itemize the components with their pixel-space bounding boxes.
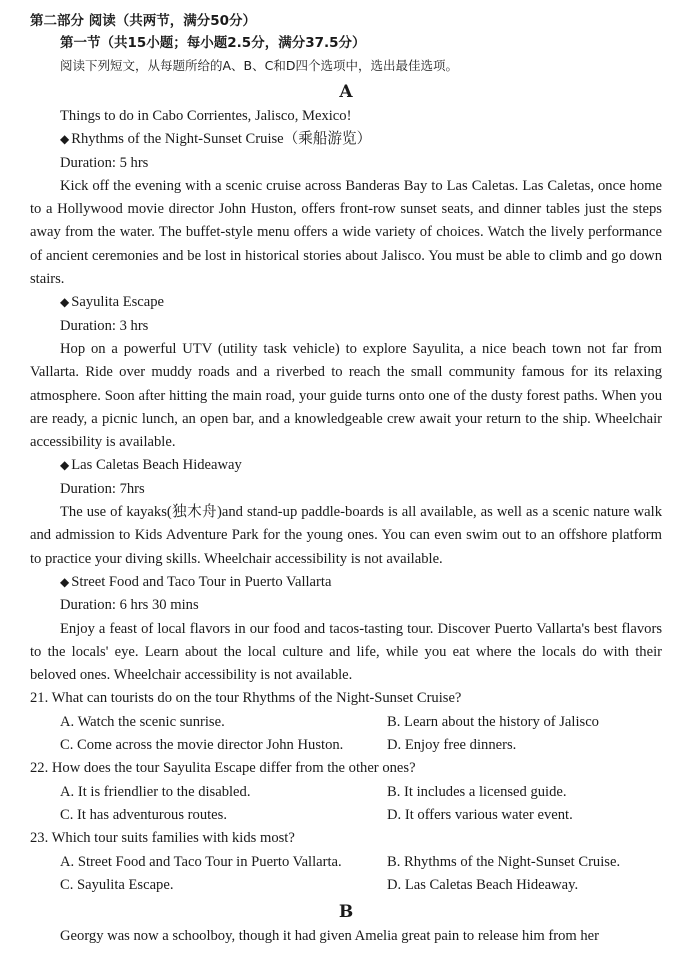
question-stem: 23. Which tour suits families with kids most? [30, 830, 295, 847]
question-options [30, 851, 662, 898]
question-options [30, 781, 662, 828]
passage-a-intro: Things to do in Cabo Corrientes, Jalisco, Mexico! [60, 108, 352, 124]
diamond-bullet-icon: ◆ [60, 574, 70, 589]
tour-name: ◆ Street Food and Taco Tour in Puerto Vallarta [60, 573, 332, 590]
instructions: 阅读下列短文，从每题所给的A、B、C和D四个选项中，选出最佳选项。 [60, 58, 458, 73]
option-c: C. It has adventurous routes. [60, 806, 227, 823]
section-title: 第一节（共15小题；每小题2.5分，满分37.5分） [60, 35, 366, 51]
passage-a-letter: A [339, 82, 353, 102]
part-title: 第二部分 阅读（共两节，满分50分） [30, 13, 256, 29]
tour-description: The use of kayaks(独木舟)and stand-up paddle-boards is all available, as well as a scenic nature walk and admission to Kids Adventure Park for the young ones. You can even swim out to an offshore platform to practice your diving skills. Wheelchair accessibility is not available. [30, 504, 662, 567]
tour-name: ◆ Las Caletas Beach Hideaway [60, 457, 242, 474]
tour-description: Enjoy a feast of local flavors in our food and tacos-tasting tour. Discover Puerto Vallarta's best flavors to the locals' eye. Learn about the local culture and life, while you eat where the locals do with their beloved ones. Wheelchair accessibility is not available. [30, 620, 662, 684]
diamond-bullet-icon: ◆ [60, 295, 70, 310]
option-b: B. Learn about the history of Jalisco [387, 713, 599, 730]
question-stem: 21. What can tourists do on the tour Rhythms of the Night-Sunset Cruise? [30, 690, 462, 707]
question-options [30, 711, 662, 758]
option-a: A. Street Food and Taco Tour in Puerto Vallarta. [60, 853, 342, 870]
option-a: A. Watch the scenic sunrise. [60, 713, 225, 730]
passage-b-first-line: Georgy was now a schoolboy, though it had given Amelia great pain to release him from her [60, 928, 600, 945]
tour-description: Kick off the evening with a scenic cruise across Banderas Bay to Las Caletas. Las Caletas, once home to a Hollywood movie director John Huston, offers front-row sunset seats, and dinner tables just the steps away from the water. The buffet-style menu offers a wide variety of choices. Watch the lively performance of ancient ceremonies and be lost in historical stories about Jalisco. You must be able to climb and go down stairs. [30, 177, 662, 288]
tour-duration: Duration: 6 hrs 30 mins [60, 597, 199, 614]
tour-duration: Duration: 7hrs [60, 480, 145, 497]
option-c: C. Sayulita Escape. [60, 876, 174, 893]
tour-description: Hop on a powerful UTV (utility task vehicle) to explore Sayulita, a nice beach town not far from Vallarta. Ride over muddy roads and a riverbed to reach the small community famous for its relaxing atmosphere. Soon after hitting the main road, your guide turns onto one of the dusty forest paths. When you are ready, a picnic lunch, an open bar, and a knowledgeable crew await your return to the ship. Wheelchair accessibility is available. [30, 340, 662, 451]
option-c: C. Come across the movie director John Huston. [60, 737, 344, 754]
diamond-bullet-icon: ◆ [60, 132, 70, 147]
passage-b-letter: B [338, 902, 354, 923]
option-d: D. Las Caletas Beach Hideaway. [387, 876, 579, 893]
tour-duration: Duration: 3 hrs [60, 317, 149, 334]
option-b: B. It includes a licensed guide. [387, 783, 567, 800]
tour-name: ◆ Rhythms of the Night-Sunset Cruise（乘船游览） [60, 131, 372, 148]
option-d: D. It offers various water event. [387, 806, 573, 823]
tour-duration: Duration: 5 hrs [60, 154, 149, 171]
option-a: A. It is friendlier to the disabled. [60, 783, 251, 800]
question-stem: 22. How does the tour Sayulita Escape differ from the other ones? [30, 760, 416, 777]
option-b: B. Rhythms of the Night-Sunset Cruise. [387, 853, 621, 870]
diamond-bullet-icon: ◆ [60, 458, 70, 473]
tour-name: ◆ Sayulita Escape [60, 294, 165, 311]
option-d: D. Enjoy free dinners. [387, 737, 517, 754]
